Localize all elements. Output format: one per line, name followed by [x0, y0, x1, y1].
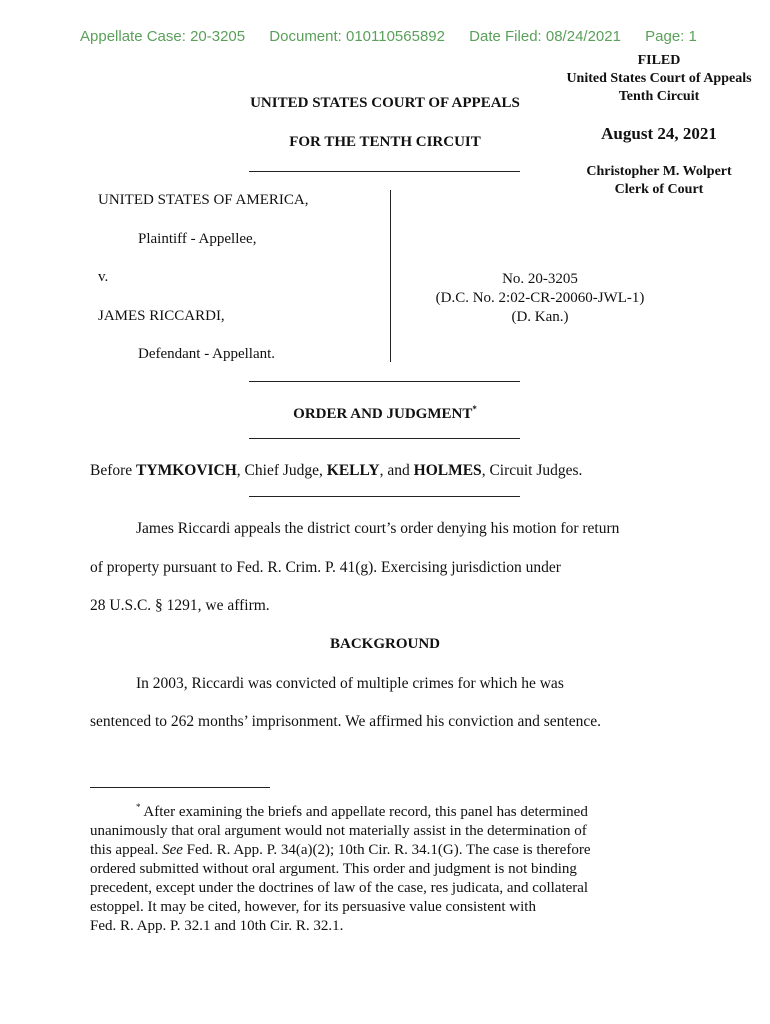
plaintiff-role: Plaintiff - Appellee, — [138, 231, 257, 247]
order-title-text: ORDER AND JUDGMENT — [293, 406, 473, 422]
filed-date: August 24, 2021 — [601, 124, 717, 143]
appellate-case-number: Appellate Case: 20-3205 — [80, 28, 246, 45]
footnote — [90, 798, 690, 936]
case-number-block — [420, 270, 660, 327]
footnote-line-3a: this appeal. — [90, 842, 163, 858]
judge-tymkovich: TYMKOVICH — [136, 462, 237, 479]
panel-line — [90, 462, 582, 480]
caption-divider — [390, 190, 391, 362]
defendant-name: JAMES RICCARDI, — [98, 308, 225, 324]
stamp-court: United States Court of Appeals — [566, 71, 752, 86]
order-title — [0, 404, 770, 423]
paragraph-1-line-2: of property pursuant to Fed. R. Crim. P. 41(g). Exercising jurisdiction under — [90, 559, 561, 576]
filed-label: FILED — [637, 53, 681, 68]
panel-chief-title: , Chief Judge, — [236, 462, 327, 479]
divider-caption-bottom — [249, 381, 520, 382]
paragraph-1-line-1: James Riccardi appeals the district court’s order denying his motion for return — [136, 520, 620, 537]
footnote-line-2: unanimously that oral argument would not materially assist in the determination of — [90, 823, 587, 839]
date-filed: Date Filed: 08/24/2021 — [469, 28, 621, 45]
versus: v. — [98, 269, 109, 285]
district: (D. Kan.) — [511, 309, 569, 325]
panel-before: Before — [90, 462, 137, 479]
judge-kelly: KELLY — [326, 462, 380, 479]
divider-order — [249, 438, 520, 439]
background-heading: BACKGROUND — [329, 636, 440, 652]
judge-holmes: HOLMES — [413, 462, 482, 479]
divider-top — [249, 171, 520, 172]
district-court-number: (D.C. No. 2:02-CR-20060-JWL-1) — [435, 290, 645, 306]
footnote-see: See — [162, 842, 183, 858]
case-number: No. 20-3205 — [502, 271, 578, 287]
panel-and: , and — [379, 462, 414, 479]
filed-stamp — [548, 52, 770, 106]
plaintiff-name: UNITED STATES OF AMERICA, — [98, 192, 309, 208]
document-header — [80, 28, 717, 45]
paragraph-1-line-3: 28 U.S.C. § 1291, we affirm. — [90, 597, 270, 614]
clerk-name: Christopher M. Wolpert — [586, 164, 732, 179]
panel-circuit-title: , Circuit Judges. — [481, 462, 583, 479]
page-number: Page: 1 — [645, 28, 697, 45]
footnote-rule — [90, 787, 270, 788]
divider-panel — [249, 496, 520, 497]
court-title-line1: UNITED STATES COURT OF APPEALS — [250, 95, 520, 111]
defendant-role: Defendant - Appellant. — [138, 346, 276, 362]
footnote-marker: * — [472, 404, 477, 414]
stamp-circuit: Tenth Circuit — [618, 89, 700, 104]
footnote-line-1: After examining the briefs and appellate record, this panel has determined — [140, 804, 588, 820]
document-number: Document: 010110565892 — [269, 28, 445, 45]
footnote-line-3b: Fed. R. App. P. 34(a)(2); 10th Cir. R. 34.1(G). The case is therefore — [182, 842, 591, 858]
paragraph-2-line-1: In 2003, Riccardi was convicted of multiple crimes for which he was — [136, 675, 564, 692]
footnote-line-7: Fed. R. App. P. 32.1 and 10th Cir. R. 32.1. — [90, 918, 344, 934]
clerk-block — [548, 163, 770, 199]
paragraph-2-line-2: sentenced to 262 months’ imprisonment. We affirmed his conviction and sentence. — [90, 713, 601, 730]
footnote-line-4: ordered submitted without oral argument. This order and judgment is not binding — [90, 861, 577, 877]
footnote-line-5: precedent, except under the doctrines of law of the case, res judicata, and collateral — [90, 880, 589, 896]
footnote-line-6: estoppel. It may be cited, however, for its persuasive value consistent with — [90, 899, 536, 915]
footnote-marker-bottom: * — [136, 802, 141, 812]
clerk-title: Clerk of Court — [614, 182, 704, 197]
court-title-line2: FOR THE TENTH CIRCUIT — [289, 134, 481, 150]
